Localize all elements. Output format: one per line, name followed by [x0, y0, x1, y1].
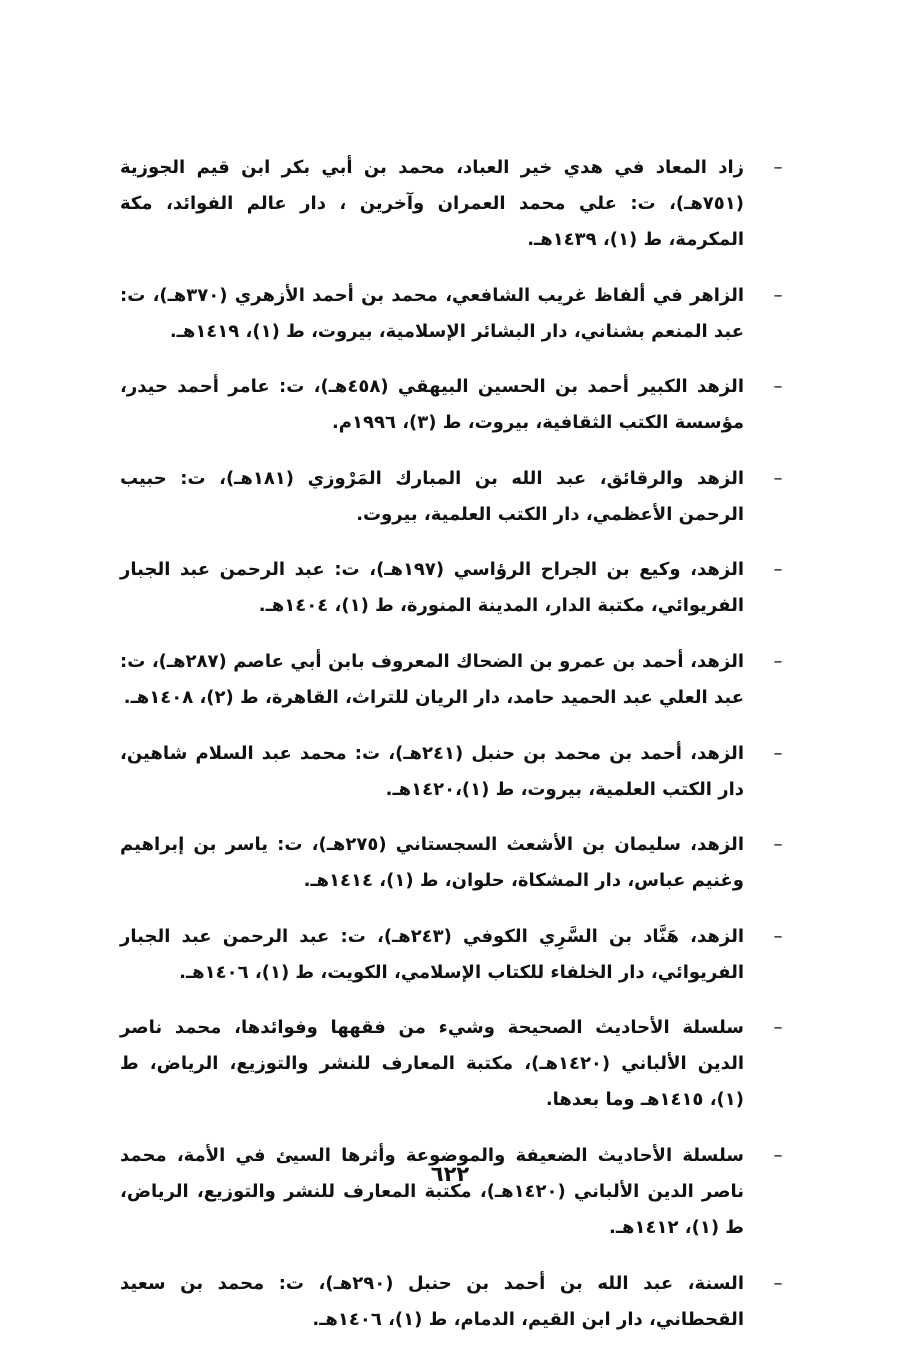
- entry-dash: –: [773, 157, 783, 178]
- entry-dash: –: [773, 467, 783, 489]
- entry-text: الزهد، وكيع بن الجراح الرؤاسي (١٩٧هـ)، ت: عبد الرحمن عبد الجبار الفريوائي، مكتبة الدار، المدينة المنورة، ط (١)، ١٤٠٤هـ.: [120, 559, 744, 617]
- entry-dash: –: [773, 834, 783, 856]
- entry-text: الزهد والرقائق، عبد الله بن المبارك المَرْوزي (١٨١هـ)، ت: حبيب الرحمن الأعظمي، دار الكتب العلمية، بيروت.: [120, 467, 744, 525]
- entry-dash: –: [773, 376, 783, 398]
- entry-dash: –: [773, 1144, 783, 1166]
- entry-text: السنة، عبد الله بن أحمد بن حنبل (٢٩٠هـ)، ت: محمد بن سعيد القحطاني، دار ابن القيم، الدمام، ط (١)، ١٤٠٦هـ.: [120, 1272, 744, 1330]
- entry-text: سلسلة الأحاديث الصحيحة وشيء من فقهها وفوائدها، محمد ناصر الدين الألباني (١٤٢٠هـ)، مكتبة المعارف للنشر والتوزيع، الرياض، ط (١)، ١٤١٥هـ وما بعدها.: [120, 1017, 745, 1111]
- bibliography-entry: [120, 1010, 788, 1118]
- entry-text: الزهد، هَنَّاد بن السَّرِي الكوفي (٢٤٣هـ)، ت: عبد الرحمن عبد الجبار الفريوائي، دار الخلفاء للكتاب الإسلامي، الكويت، ط (١)، ١٤٠٦هـ.: [120, 925, 744, 983]
- bibliography-entry: [120, 461, 788, 533]
- entry-text: الزهد، أحمد بن عمرو بن الضحاك المعروف بابن أبي عاصم (٢٨٧هـ)، ت: عبد العلي عبد الحميد حامد، دار الريان للتراث، القاهرة، ط (٢)، ١٤٠٨هـ.: [120, 650, 744, 708]
- page-number: ٦٢٢: [430, 1162, 470, 1186]
- entry-dash: –: [773, 925, 783, 947]
- entry-text: الزهد الكبير أحمد بن الحسين البيهقي (٤٥٨هـ)، ت: عامر أحمد حيدر، مؤسسة الكتب الثقافية، بيروت، ط (٣)، ١٩٩٦م.: [120, 376, 744, 434]
- bibliography-entry: [120, 919, 788, 991]
- entry-text: الزهد، أحمد بن محمد بن حنبل (٢٤١هـ)، ت: محمد عبد السلام شاهين، دار الكتب العلمية، بيروت، ط (١)،١٤٢٠هـ.: [120, 742, 744, 800]
- entry-text: زاد المعاد في هدي خير العباد، محمد بن أبي بكر ابن قيم الجوزية (٧٥١هـ)، ت: علي محمد العمران وآخرين ، دار عالم الفوائد، مكة المكرمة، ط (١)، ١٤٣٩هـ.: [120, 157, 744, 250]
- entry-dash: –: [773, 1017, 783, 1039]
- entry-dash: –: [773, 559, 783, 581]
- entry-text: الزهد، سليمان بن الأشعث السجستاني (٢٧٥هـ)، ت: ياسر بن إبراهيم وغنيم عباس، دار المشكاة، حلوان، ط (١)، ١٤١٤هـ.: [120, 834, 744, 892]
- bibliography-entry: [120, 827, 788, 899]
- bibliography-entry: [120, 369, 788, 441]
- entry-dash: –: [773, 650, 783, 672]
- entry-dash: –: [773, 1272, 783, 1294]
- entry-text: الزاهر في ألفاظ غريب الشافعي، محمد بن أحمد الأزهري (٣٧٠هـ)، ت: عبد المنعم بشناني، دار البشائر الإسلامية، بيروت، ط (١)، ١٤١٩هـ.: [120, 284, 744, 342]
- bibliography-entry: [120, 552, 788, 624]
- bibliography-entry: [120, 644, 788, 716]
- bibliography-entry: [120, 1138, 788, 1246]
- entry-dash: –: [773, 284, 783, 306]
- bibliography-entry: [120, 278, 788, 350]
- entry-dash: –: [773, 742, 783, 764]
- bibliography-entry: [120, 736, 788, 808]
- bibliography-entry: [120, 150, 788, 258]
- bibliography-entry: [120, 1266, 788, 1338]
- entry-text: سلسلة الأحاديث الضعيفة والموضوعة وأثرها السيئ في الأمة، محمد ناصر الدين الألباني (١٤٢٠هـ)، مكتبة المعارف للنشر والتوزيع، الرياض، ط (١)، ١٤١٢هـ.: [120, 1144, 745, 1238]
